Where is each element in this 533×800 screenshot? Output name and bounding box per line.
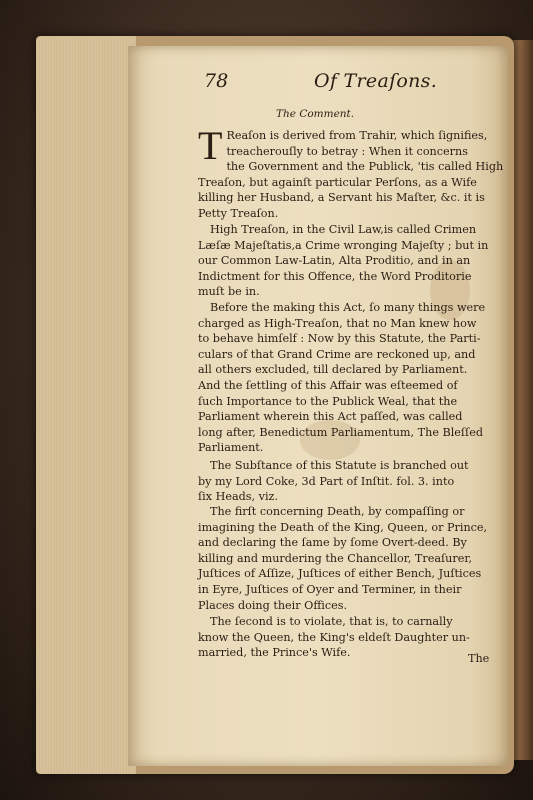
text-line: and declaring the ſame by ſome Overt-deed. By — [198, 536, 467, 550]
text-line: killing and murdering the Chancellor, Treaſurer, — [198, 551, 473, 565]
text-line: The firſt concerning Death, by compaſſing or — [210, 505, 465, 518]
text-line: High Treaſon, in the Civil Law,is called Crimen — [210, 223, 477, 236]
catchword: The — [468, 652, 490, 665]
text-line: The Subſtance of this Statute is branched out — [210, 459, 469, 472]
text-line: Læſæ Majeſtatis,a Crime wronging Majeſty ; but in — [198, 238, 489, 252]
text-line: Petty Treaſon. — [198, 206, 279, 220]
text-line: ſix Heads, viz. — [198, 490, 278, 504]
paragraph-5 — [198, 504, 498, 613]
text-line: Indictment for this Offence, the Word Proditorie — [198, 269, 472, 283]
text-line: imagining the Death of the King, Queen, or Prince, — [198, 520, 488, 534]
text-line: Parliament. — [198, 441, 264, 455]
paragraph-3 — [198, 300, 498, 456]
paragraph-1 — [198, 123, 504, 222]
text-line: Before the making this Act, ſo many things were — [210, 301, 486, 314]
text-line: know the Queen, the King's eldeſt Daughter un- — [198, 630, 470, 644]
running-title: Of Treaſons. — [314, 70, 438, 92]
paragraph-2 — [198, 222, 498, 300]
text-line: all others excluded, till declared by Parliament. — [198, 363, 468, 377]
text-line: Parliament wherein this Act paſſed, was called — [198, 410, 463, 424]
text-line: And the ſettling of this Affair was eſteemed of — [198, 378, 458, 392]
page-header — [204, 70, 464, 96]
text-line: our Common Law-Latin, Alta Proditio, and in an — [198, 254, 471, 268]
text-line: muſt be in. — [198, 285, 260, 299]
text-line: in Eyre, Juſtices of Oyer and Terminer, in their — [198, 582, 462, 596]
text-line: The ſecond is to violate, that is, to carnally — [210, 615, 453, 628]
page-edges — [36, 36, 136, 774]
text-line: culars of that Grand Crime are reckoned up, and — [198, 347, 476, 361]
text-line: to behave himſelf : Now by this Statute, the Parti- — [198, 332, 481, 346]
text-line: killing her Husband, a Servant his Maſter, &c. it is — [198, 191, 485, 205]
text-line: long after, Benedictum Parliamentum, The Bleſſed — [198, 425, 483, 439]
text-line: Treaſon, but againſt particular Perſons, as a Wife — [198, 175, 477, 189]
page-number: 78 — [204, 70, 229, 92]
paragraph-6 — [198, 614, 498, 661]
paragraph-4 — [198, 458, 498, 505]
section-subheading: The Comment. — [276, 108, 355, 120]
text-line: married, the Prince's Wife. — [198, 646, 351, 660]
text-line: Reaſon is derived from Trahir, which ſignifies, — [226, 129, 488, 142]
text-line: treacherouſly to betray : When it concerns — [226, 144, 468, 158]
text-line: ſuch Importance to the Publick Weal, that the — [198, 394, 458, 408]
text-line: charged as High-Treaſon, that no Man knew how — [198, 316, 477, 330]
drop-cap: T — [198, 123, 223, 168]
text-line: Juſtices of Aſſize, Juſtices of either Bench, Juſtices — [198, 567, 482, 581]
text-line: Places doing their Offices. — [198, 598, 348, 612]
text-line: by my Lord Coke, 3d Part of Inſtit. fol. 3. into — [198, 474, 455, 488]
text-line: the Government and the Publick, 'tis called High — [226, 160, 504, 174]
